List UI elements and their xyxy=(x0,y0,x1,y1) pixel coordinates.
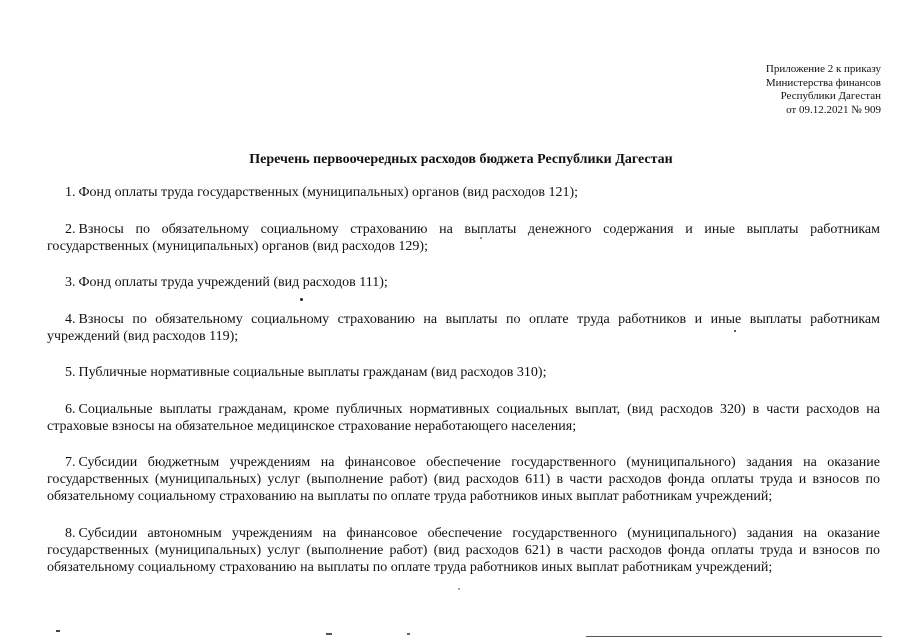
list-item xyxy=(47,525,880,576)
list-item xyxy=(47,274,880,291)
list-item xyxy=(47,364,880,381)
scan-speck xyxy=(56,630,60,632)
document-title: Перечень первоочередных расходов бюджета Республики Дагестан xyxy=(249,152,673,167)
item-number: 5. xyxy=(65,365,76,380)
list-item xyxy=(47,221,880,255)
appendix-line: Республики Дагестан xyxy=(780,90,881,102)
item-number: 3. xyxy=(65,275,76,290)
expense-list xyxy=(47,184,880,595)
scan-speck xyxy=(480,237,482,239)
list-item xyxy=(47,454,880,505)
item-number: 6. xyxy=(65,401,76,417)
item-number: 7. xyxy=(65,455,76,470)
list-item xyxy=(47,401,880,435)
item-text: Социальные выплаты гражданам, кроме публичных нормативных социальных выплат, (вид расходов 320) в части расходов на страховые взносы на обязательное медицинское страхование неработающего населения; xyxy=(47,401,880,434)
list-item xyxy=(47,311,880,345)
item-number: 1. xyxy=(65,185,76,200)
item-text: Взносы по обязательному социальному страхованию на выплаты по оплате труда работников и иные выплаты работникам учреждений (вид расходов 119); xyxy=(47,311,880,344)
item-text: Субсидии автономным учреждениям на финансовое обеспечение государственного (муниципального) задания на оказание государственных (муниципальных) услуг (выполнение работ) (вид расходов 621) в части расходов фонда оплаты труда и взносов по обязательному социальному страхованию на выплаты по оплате труда работников иных выплат работникам учреждений; xyxy=(47,525,880,575)
item-text: Фонд оплаты труда учреждений (вид расходов 111); xyxy=(78,275,388,290)
list-item xyxy=(47,184,880,201)
appendix-line: от 09.12.2021 № 909 xyxy=(786,103,881,116)
scan-speck xyxy=(300,298,303,301)
appendix-line: Приложение 2 к приказу xyxy=(765,63,881,75)
item-number: 2. xyxy=(65,221,76,237)
scan-speck xyxy=(326,633,332,635)
scan-speck xyxy=(458,588,460,590)
item-text: Взносы по обязательному социальному страхованию на выплаты денежного содержания и иные выплаты работникам государственных (муниципальных) органов (вид расходов 129); xyxy=(47,221,880,254)
item-number: 4. xyxy=(65,311,76,327)
item-number: 8. xyxy=(65,525,76,541)
scan-speck xyxy=(734,330,736,332)
item-text: Фонд оплаты труда государственных (муниципальных) органов (вид расходов 121); xyxy=(78,185,579,200)
item-text: Публичные нормативные социальные выплаты гражданам (вид расходов 310); xyxy=(78,365,547,380)
appendix-header xyxy=(766,63,881,117)
item-text: Субсидии бюджетным учреждениям на финансовое обеспечение государственного (муниципального) задания на оказание государственных (муниципальных) услуг (выполнение работ) (вид расходов 611) в части расходов фонда оплаты труда и взносов по обязательному социальному страхованию на выплаты по оплате труда работников иных выплат работникам учреждений; xyxy=(47,455,880,504)
scan-speck xyxy=(407,633,410,635)
scan-edge-line xyxy=(586,636,882,637)
appendix-line: Министерства финансов xyxy=(765,76,881,89)
